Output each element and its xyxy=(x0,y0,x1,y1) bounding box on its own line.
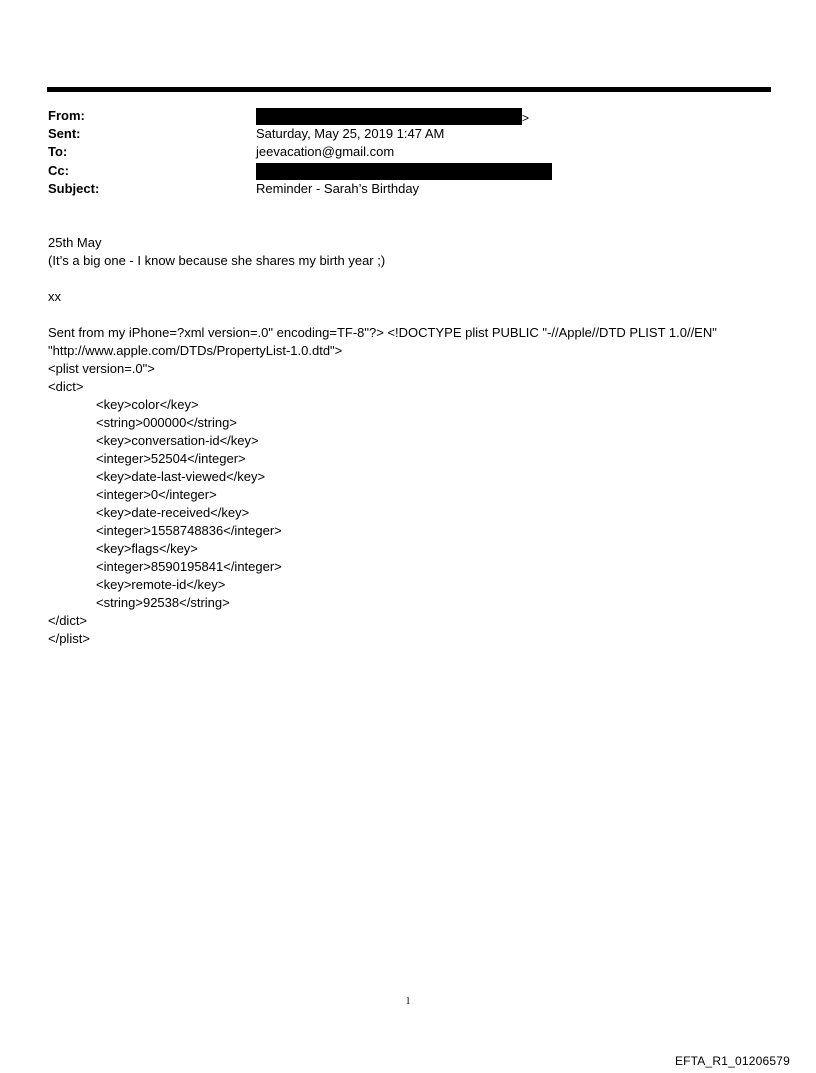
from-label: From: xyxy=(48,108,85,123)
sent-value: Saturday, May 25, 2019 1:47 AM xyxy=(256,126,445,142)
plist-dict-line: <key>color</key> xyxy=(96,397,199,412)
email-body xyxy=(48,234,778,648)
to-value: jeevacation@gmail.com xyxy=(256,144,395,160)
plist-dict-line: <string>000000</string> xyxy=(96,415,237,430)
plist-dict-line: <string>92538</string> xyxy=(96,595,230,610)
subject-row xyxy=(48,180,768,198)
cc-redaction xyxy=(256,163,552,180)
plist-dict-line: <integer>1558748836</integer> xyxy=(96,523,282,538)
cc-label: Cc: xyxy=(48,162,69,178)
body-message-line: (It’s a big one - I know because she shares my birth year ;) xyxy=(48,253,386,268)
bates-number: EFTA_R1_01206579 xyxy=(674,1054,790,1068)
body-plist-line: Sent from my iPhone=?xml version=.0" encoding=TF-8"?> <!DOCTYPE plist PUBLIC "-//Apple//DTD PLIST 1.0//EN" xyxy=(48,325,717,340)
sent-label: Sent: xyxy=(48,126,81,142)
from-row xyxy=(48,107,768,125)
plist-closing-line: </dict> xyxy=(48,613,88,628)
from-redaction xyxy=(256,108,522,125)
body-plist-line: <plist version=.0"> xyxy=(48,361,155,376)
sent-row xyxy=(48,125,768,143)
plist-dict-line: <integer>0</integer> xyxy=(96,487,217,502)
cc-value xyxy=(256,162,768,180)
plist-dict-line: <integer>8590195841</integer> xyxy=(96,559,282,574)
subject-value: Reminder - Sarah’s Birthday xyxy=(256,180,420,196)
plist-dict-line: <integer>52504</integer> xyxy=(96,451,246,466)
plist-closing-line: </plist> xyxy=(48,631,90,646)
body-signoff: xx xyxy=(48,289,61,304)
plist-dict-line: <key>flags</key> xyxy=(96,541,198,556)
subject-label: Subject: xyxy=(48,180,100,196)
plist-dict-line: <key>date-last-viewed</key> xyxy=(96,469,266,484)
plist-dict-line: <key>conversation-id</key> xyxy=(96,433,259,448)
to-row xyxy=(48,143,768,161)
page-number: 1 xyxy=(405,996,411,1007)
cc-row xyxy=(48,162,768,180)
body-plist-line: "http://www.apple.com/DTDs/PropertyList-1.0.dtd"> xyxy=(48,343,343,358)
plist-dict-line: <key>date-received</key> xyxy=(96,505,250,520)
to-label: To: xyxy=(48,144,68,160)
from-value xyxy=(256,107,768,125)
header-rule xyxy=(47,87,771,92)
from-suffix: > xyxy=(522,111,530,125)
plist-dict-line: <key>remote-id</key> xyxy=(96,577,226,592)
body-plist-line: <dict> xyxy=(48,379,84,394)
email-header xyxy=(48,107,768,198)
body-date-line: 25th May xyxy=(48,235,102,250)
